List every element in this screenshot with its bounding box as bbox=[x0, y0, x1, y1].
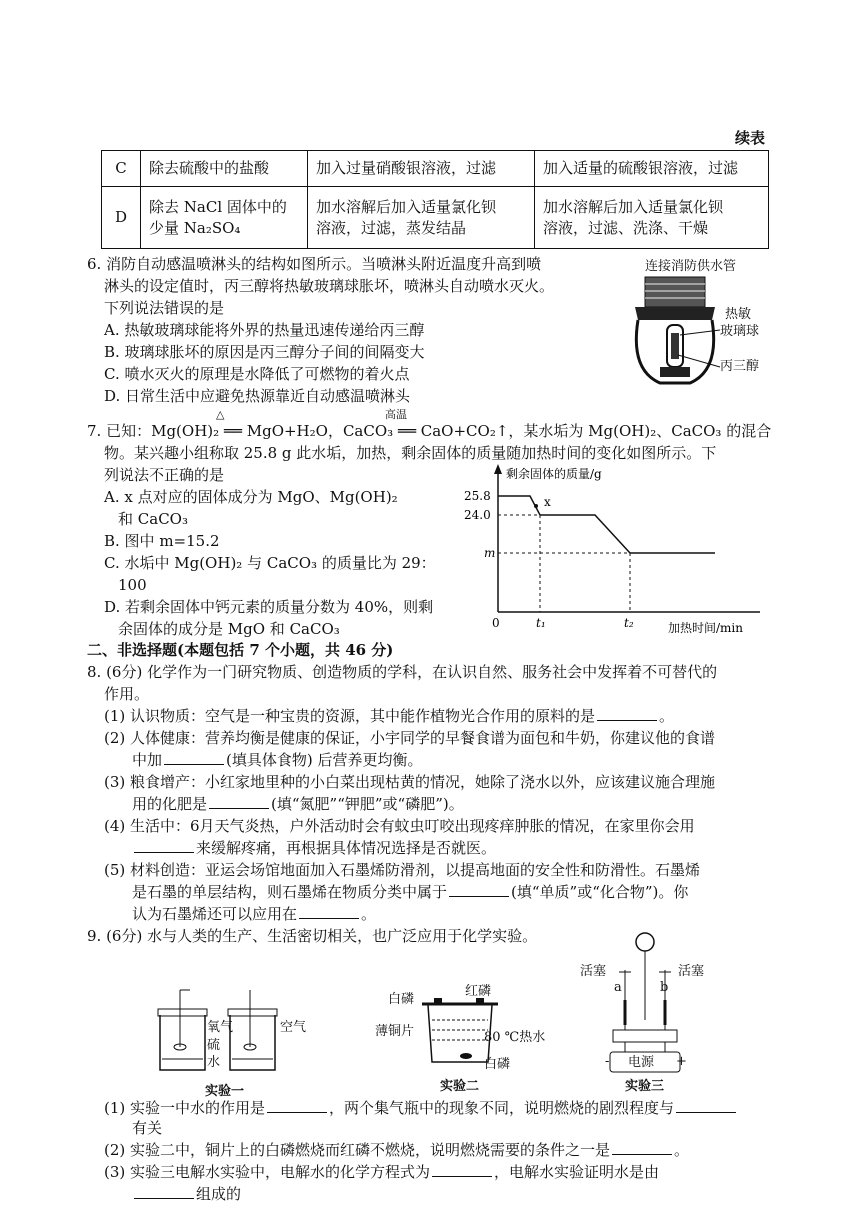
answer-blank[interactable] bbox=[267, 1098, 327, 1113]
exp1-sulfur-label: 硫 bbox=[207, 1038, 221, 1053]
row-purpose: 除去硫酸中的盐酸 bbox=[141, 151, 308, 187]
answer-blank[interactable] bbox=[449, 882, 509, 897]
answer-blank[interactable] bbox=[209, 794, 269, 809]
answer-blank[interactable] bbox=[432, 1162, 492, 1177]
method-line: 加水溶解后加入适量氯化钡 bbox=[543, 197, 724, 216]
q6-option-a: A. 热敏玻璃球能将外界的热量迅速传递给丙三醇 bbox=[104, 321, 425, 339]
row-method1 bbox=[308, 187, 535, 249]
answer-blank[interactable] bbox=[134, 1184, 194, 1199]
method-line: 溶液，过滤，蒸发结晶 bbox=[316, 218, 467, 237]
q7-stem: 物。某兴趣小组称取 25.8 g 此水垢，加热，剩余固体的质量随加热时间的变化如图所示。下 bbox=[104, 444, 717, 462]
exp2-copper-label: 薄铜片 bbox=[375, 1024, 415, 1039]
exp1-title: 实验一 bbox=[205, 1084, 245, 1099]
q9-part2 bbox=[104, 1140, 689, 1160]
q9-part1 bbox=[104, 1098, 738, 1118]
q6-option-d: D. 日常生活中应避免热源靠近自动感温喷淋头 bbox=[104, 387, 411, 405]
exp3-valve-left-label: 活塞 bbox=[580, 964, 607, 979]
options-table bbox=[101, 150, 769, 249]
exp3-valve-right-label: 活塞 bbox=[678, 964, 705, 979]
q7-option-d: D. 若剩余固体中钙元素的质量分数为 40%，则剩 bbox=[104, 598, 434, 616]
q9-part3-text: 组成的 bbox=[196, 1185, 242, 1203]
exp3-power-label: 电源 bbox=[628, 1055, 655, 1070]
row-purpose bbox=[141, 187, 308, 249]
q8-part2 bbox=[132, 750, 423, 770]
y-axis-arrow bbox=[494, 464, 502, 474]
q9-part2-end: 。 bbox=[674, 1141, 690, 1159]
row-method2 bbox=[535, 187, 769, 249]
q8-part1-text: (1) 认识物质：空气是一种宝贵的资源，其中能作植物光合作用的原料的是 bbox=[104, 707, 596, 725]
table-row bbox=[102, 187, 769, 249]
exp3-title: 实验三 bbox=[625, 1079, 665, 1094]
answer-blank[interactable] bbox=[299, 904, 359, 919]
q6-stem: 6. 消防自动感温喷淋头的结构如图所示。当喷淋头附近温度升高到喷 bbox=[87, 255, 542, 273]
purpose-line: 少量 Na₂SO₄ bbox=[149, 218, 241, 237]
answer-blank[interactable] bbox=[612, 1140, 672, 1155]
q8-part3: (3) 粮食增产：小红家地里种的小白菜出现枯黄的情况，她除了浇水以外，应该建议施合理施 bbox=[104, 773, 716, 791]
q8-part5 bbox=[132, 904, 376, 924]
q8-part5-end: 。 bbox=[361, 905, 377, 923]
q8-part5-text: 认为石墨烯还可以应用在 bbox=[132, 905, 298, 923]
q6-stem: 下列说法错误的是 bbox=[104, 299, 225, 317]
point-x bbox=[534, 504, 538, 508]
q8-part4: (4) 生活中：6月天气炎热，户外活动时会有蚊虫叮咬出现疼痒肿胀的情况，在家里你会用 bbox=[104, 817, 695, 835]
q7-option-c: C. 水垢中 Mg(OH)₂ 与 CaCO₃ 的质量比为 29： bbox=[104, 554, 436, 572]
answer-blank[interactable] bbox=[597, 706, 657, 721]
exp3-tube-b-label: b bbox=[660, 980, 669, 995]
q8-part3-text: 用的化肥是 bbox=[132, 795, 208, 813]
row-method2: 加入适量的硫酸银溶液，过滤 bbox=[535, 151, 769, 187]
continued-label: 续表 bbox=[735, 129, 766, 147]
answer-blank[interactable] bbox=[676, 1098, 736, 1113]
exp2-white-phosphorus-label: 白磷 bbox=[388, 992, 415, 1007]
exp3-tube-a-label: a bbox=[614, 980, 622, 995]
q8-part4 bbox=[132, 838, 496, 858]
q8-part5: (5) 材料创造：亚运会场馆地面加入石墨烯防滑剂，以提高地面的安全性和防滑性。石墨烯 bbox=[104, 861, 701, 879]
q8-stem: 8. (6分) 化学作为一门研究物质、创造物质的学科，在认识自然、服务社会中发挥着不可替代的 bbox=[87, 663, 718, 681]
q7-option-d: 余固体的成分是 MgO 和 CaCO₃ bbox=[118, 620, 340, 638]
x-tick-t1: t₁ bbox=[536, 616, 546, 630]
exp1-water-label: 水 bbox=[207, 1055, 221, 1070]
exp2-white-phosphorus-bottom-label: 白磷 bbox=[484, 1057, 511, 1072]
q8-part2-text: 中加 bbox=[132, 751, 163, 769]
q8-part5-text: (填“单质”或“化合物”)。你 bbox=[511, 883, 689, 901]
y-axis-label: 剩余固体的质量/g bbox=[506, 467, 602, 481]
q6-option-c: C. 喷水灭火的原理是水降低了可燃物的着火点 bbox=[104, 365, 410, 383]
mass-curve bbox=[498, 496, 715, 553]
point-x-label: x bbox=[544, 495, 551, 509]
sprinkler-glycerol-label: 丙三醇 bbox=[720, 359, 760, 374]
q8-stem: 作用。 bbox=[104, 685, 150, 703]
q8-part5 bbox=[132, 882, 688, 902]
exp2-red-phosphorus-label: 红磷 bbox=[465, 984, 492, 999]
x-tick-t2: t₂ bbox=[624, 616, 634, 630]
sprinkler-ball-label: 玻璃球 bbox=[720, 324, 760, 339]
q8-part2: (2) 人体健康：营养均衡是健康的保证，小宇同学的早餐食谱为面包和牛奶，你建议他的食谱 bbox=[104, 729, 716, 747]
sprinkler-diagram bbox=[620, 275, 730, 395]
row-method1: 加入过量硝酸银溶液，过滤 bbox=[308, 151, 535, 187]
y-tick-m: m bbox=[484, 546, 496, 560]
q7-option-b: B. 图中 m=15.2 bbox=[104, 532, 220, 550]
mass-time-chart bbox=[460, 462, 780, 642]
q7-condition-hightemp: 高温 bbox=[385, 408, 407, 421]
q7-stem: 7. 已知：Mg(OH)₂ ══ MgO+H₂O，CaCO₃ ══ CaO+CO₂↑，某水垢为 Mg(OH)₂、CaCO₃ 的混合 bbox=[87, 422, 772, 440]
q8-part1 bbox=[104, 706, 674, 726]
q6-stem: 淋头的设定值时，丙三醇将热敏玻璃球胀坏，喷淋头自动喷水灭火。 bbox=[104, 277, 555, 295]
purpose-line: 除去 NaCl 固体中的 bbox=[149, 197, 287, 216]
exp3-plus-label: + bbox=[676, 1054, 687, 1069]
q8-part5-text: 是石墨的单层结构，则石墨烯在物质分类中属于 bbox=[132, 883, 448, 901]
sprinkler-ball-label: 热敏 bbox=[725, 307, 752, 322]
method-line: 加水溶解后加入适量氯化钡 bbox=[316, 197, 497, 216]
q9-part2-text: (2) 实验二中，铜片上的白磷燃烧而红磷不燃烧，说明燃烧需要的条件之一是 bbox=[104, 1141, 611, 1159]
q8-part3 bbox=[132, 794, 464, 814]
exp1-air-label: 空气 bbox=[280, 1020, 307, 1035]
y-tick-24-0: 24.0 bbox=[464, 508, 491, 522]
answer-blank[interactable] bbox=[164, 750, 224, 765]
row-key: D bbox=[102, 187, 141, 249]
q8-part3-text: (填“氮肥”“钾肥”或“磷肥”)。 bbox=[271, 795, 464, 813]
q9-part3 bbox=[104, 1162, 659, 1182]
exp2-hot-water-label: 80 ℃热水 bbox=[484, 1030, 546, 1045]
exp3-minus-label: - bbox=[605, 1054, 610, 1069]
q8-part4-text: 来缓解疼痛，再根据具体情况选择是否就医。 bbox=[196, 839, 497, 857]
answer-blank[interactable] bbox=[134, 838, 194, 853]
q6-option-b: B. 玻璃球胀坏的原因是丙三醇分子间的间隔变大 bbox=[104, 343, 425, 361]
q7-stem: 列说法不正确的是 bbox=[104, 466, 225, 484]
row-key: C bbox=[102, 151, 141, 187]
table-row bbox=[102, 151, 769, 187]
q9-part3-text: ，电解水实验证明水是由 bbox=[494, 1163, 660, 1181]
origin-label: 0 bbox=[492, 616, 500, 630]
q7-option-a: A. x 点对应的固体成分为 MgO、Mg(OH)₂ bbox=[104, 488, 398, 506]
x-axis-label: 加热时间/min bbox=[668, 621, 743, 635]
q9-stem: 9. (6分) 水与人类的生产、生活密切相关，也广泛应用于化学实验。 bbox=[87, 927, 538, 945]
q9-part1-end: 有关 bbox=[132, 1119, 163, 1137]
exp1-oxygen-label: 氧气 bbox=[207, 1020, 234, 1035]
q7-condition-heat: △ bbox=[216, 408, 225, 421]
q9-part3 bbox=[132, 1184, 241, 1204]
q8-part2-text: (填具体食物) 后营养更均衡。 bbox=[226, 751, 423, 769]
q9-part1-text: (1) 实验一中水的作用是 bbox=[104, 1099, 266, 1117]
method-line: 溶液，过滤、洗涤、干燥 bbox=[543, 218, 709, 237]
q9-part3-text: (3) 实验三电解水实验中，电解水的化学方程式为 bbox=[104, 1163, 431, 1181]
q7-option-c: 100 bbox=[118, 576, 147, 594]
y-tick-25-8: 25.8 bbox=[464, 489, 491, 503]
exp2-title: 实验二 bbox=[440, 1079, 480, 1094]
q9-part1-text: ，两个集气瓶中的现象不同，说明燃烧的剧烈程度与 bbox=[329, 1099, 675, 1117]
q8-part1-end: 。 bbox=[659, 707, 675, 725]
q7-option-a: 和 CaCO₃ bbox=[118, 510, 188, 528]
section-title: 二、非选择题(本题包括 7 个小题，共 46 分) bbox=[87, 641, 394, 659]
sprinkler-top-label: 连接消防供水管 bbox=[645, 259, 737, 274]
